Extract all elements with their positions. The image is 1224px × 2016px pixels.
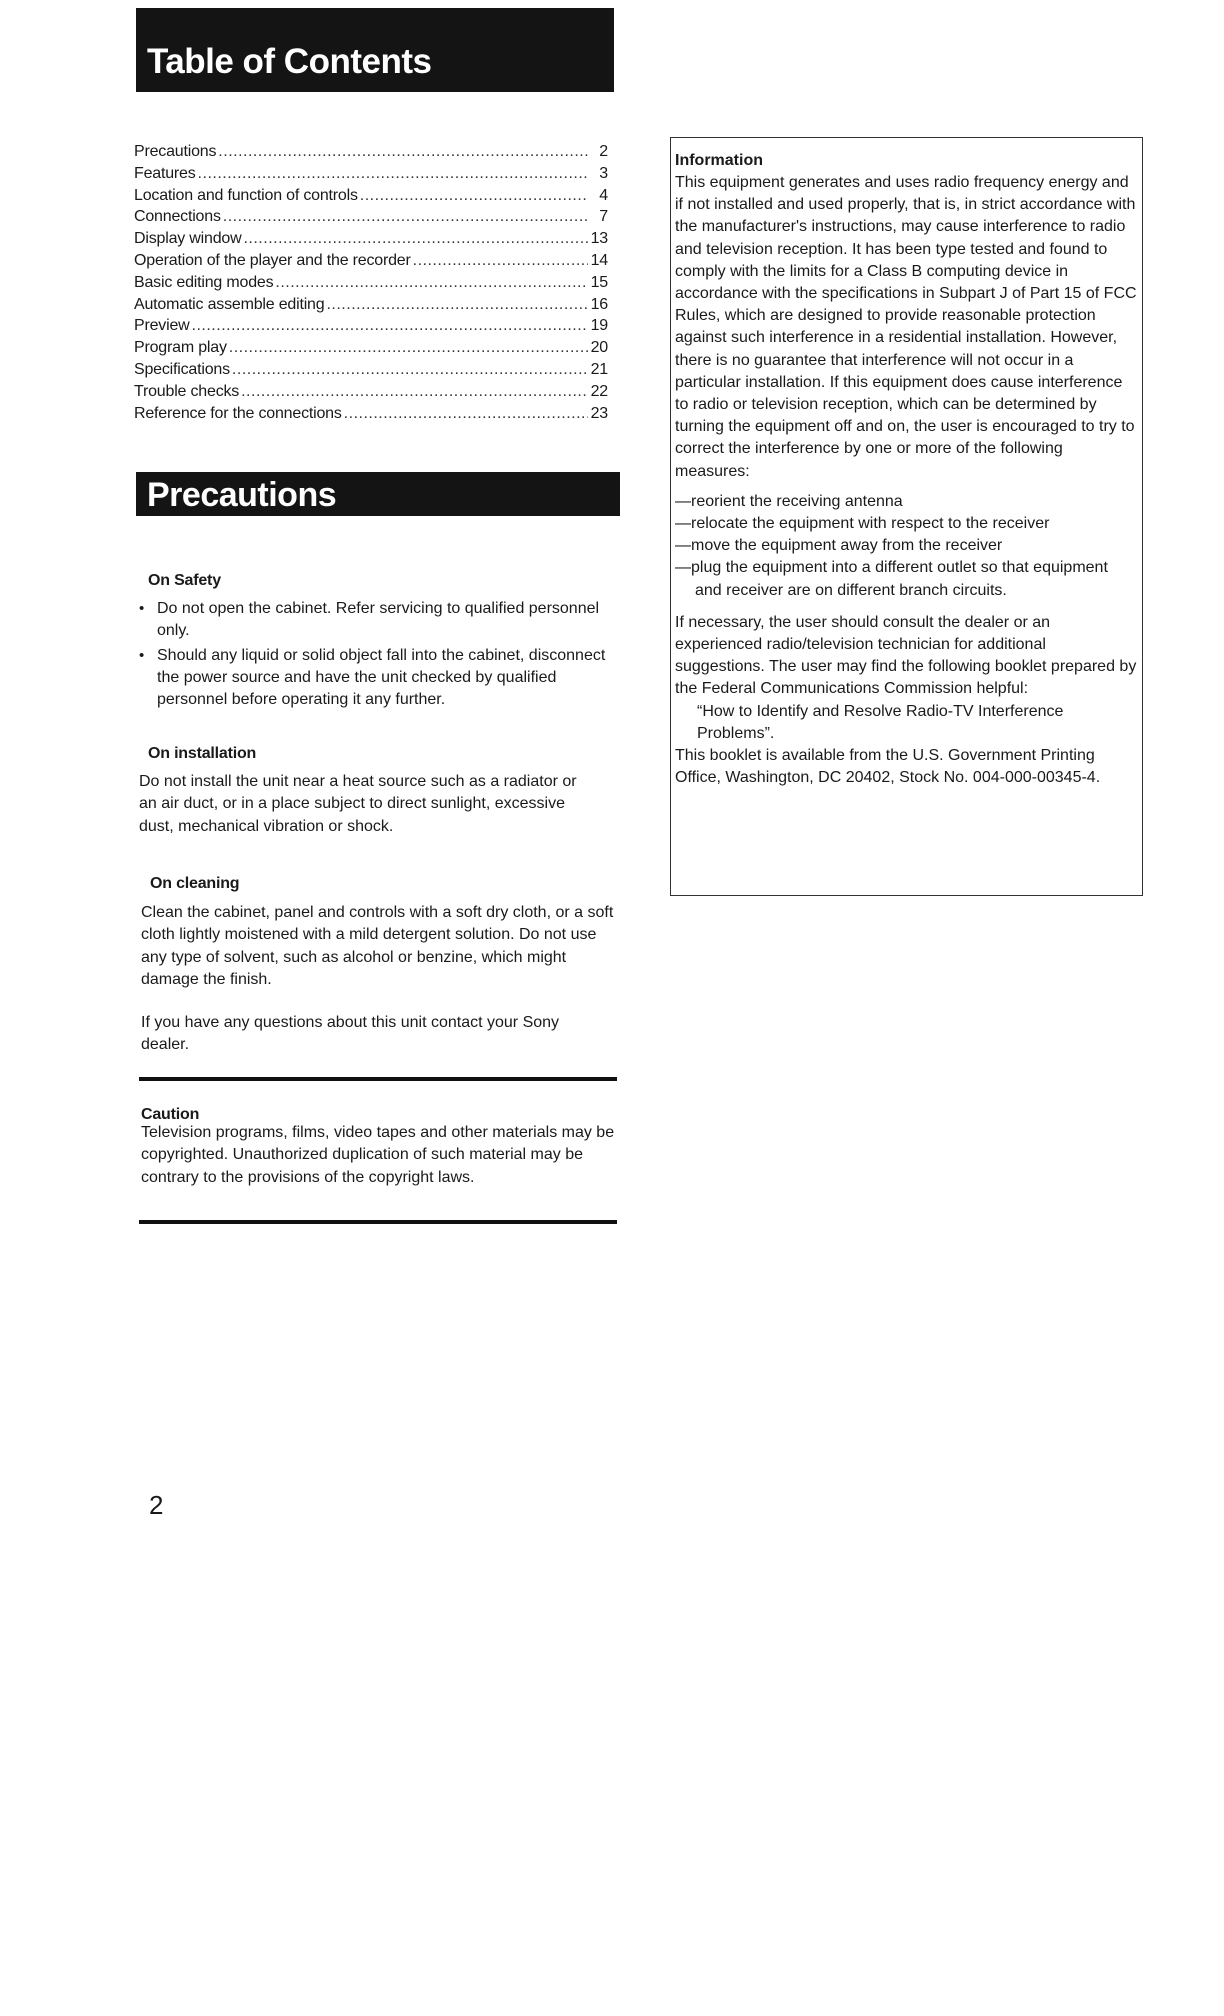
toc-entry-label: Operation of the player and the recorder [134,251,411,269]
booklet-title: “How to Identify and Resolve Radio-TV Interference Problems”. [697,702,1064,742]
safety-list [137,598,617,713]
information-paragraph: If necessary, the user should consult the dealer or an experienced radio/television technician for additional suggestions. The user may find the following booklet prepared by the Federal Communications Commission helpful: [675,613,1137,698]
toc-entry[interactable] [134,272,608,294]
list-item: — relocate the equipment with respect to the receiver [675,513,1137,535]
toc-entry-page: 19 [590,317,608,335]
toc-entry[interactable] [134,228,608,250]
toc-leader-dots [243,228,588,250]
information-content [675,150,1137,789]
installation-heading: On installation [148,745,257,762]
information-box [670,137,1143,896]
information-paragraph: This booklet is available from the U.S. Government Printing Office, Washington, DC 20402, Stock No. 004-000-00345-4. [675,747,1101,787]
toc-entry-page: 4 [599,186,608,204]
installation-text: Do not install the unit near a heat source such as a radiator or an air duct, or in a place subject to direct sunlight, excessive dust, mechanical vibration or shock. [139,773,577,835]
list-item: • Should any liquid or solid object fall into the cabinet, disconnect the power source and have the unit checked by qualified personnel before operating it any further. [137,645,617,712]
toc-entry-page: 21 [590,360,608,378]
safety-heading: On Safety [148,572,221,589]
toc-entry-label: Basic editing modes [134,273,274,291]
toc-entry-label: Automatic assemble editing [134,295,325,313]
toc-entry-page: 3 [599,164,608,182]
toc-entry-label: Precautions [134,143,217,160]
toc-entry-page: 16 [590,295,608,313]
toc-leader-dots [229,337,588,359]
toc-entry-label: Features [134,164,196,182]
questions-text: If you have any questions about this unit contact your Sony dealer. [141,1014,560,1054]
cleaning-text: Clean the cabinet, panel and controls with a soft dry cloth, or a soft cloth lightly moistened with a mild detergent solution. Do not use any type of solvent, such as alcohol or benzine, which might damage the finish. [141,904,614,988]
toc-entry-label: Location and function of controls [134,186,358,204]
measures-list [675,491,1137,602]
toc-entry-page: 15 [590,273,608,291]
toc-entry-label: Program play [134,339,227,357]
caution-bottom-rule [139,1220,617,1224]
toc-entry-page: 7 [599,208,608,226]
toc-entry-page: 20 [590,339,608,357]
toc-entry-page: 23 [590,404,608,422]
toc-entry[interactable] [134,381,608,403]
toc-leader-dots [223,206,588,228]
list-item: — move the equipment away from the receiver [675,535,1137,557]
toc-entry[interactable] [134,141,608,163]
cleaning-heading: On cleaning [150,875,240,892]
precautions-banner [136,472,620,516]
toc-entry-label: Trouble checks [134,382,240,400]
caution-heading: Caution [141,1106,200,1123]
list-item: — reorient the receiving antenna [675,491,1137,513]
toc-leader-dots [232,359,588,381]
toc-entry-label: Connections [134,208,221,226]
toc-list [134,141,608,424]
toc-entry-label: Display window [134,230,242,248]
toc-leader-dots [326,294,588,316]
caution-top-rule [139,1077,617,1081]
toc-entry[interactable] [134,185,608,207]
toc-entry[interactable] [134,337,608,359]
toc-banner [136,8,614,92]
precautions-title: Precautions [147,476,337,514]
toc-leader-dots [241,381,588,403]
page-number: 2 [149,1490,164,1520]
toc-leader-dots [198,163,588,185]
toc-title: Table of Contents [147,42,432,81]
toc-leader-dots [344,403,588,425]
toc-entry[interactable] [134,359,608,381]
toc-entry[interactable] [134,315,608,337]
toc-entry[interactable] [134,250,608,272]
toc-entry-page: 2 [599,143,608,160]
toc-entry[interactable] [134,294,608,316]
information-heading: Information [675,152,763,169]
toc-leader-dots [192,315,588,337]
caution-text: Television programs, films, video tapes and other materials may be copyrighted. Unauthorized duplication of such material may be contrary to the provisions of the copyright laws. [141,1124,615,1186]
information-paragraph: This equipment generates and uses radio frequency energy and if not installed and used properly, that is, in strict accordance with the manufacturer's instructions, may cause interference to radio and television reception. It has been type tested and found to comply with the limits for a Class B computing device in accordance with the specifications in Subpart J of Part 15 of FCC Rules, which are designed to provide reasonable protection against such interference in a residential installation. However, there is no guarantee that interference will not occur in a particular installation. If this equipment does cause interference to radio or television reception, which can be determined by turning the equipment off and on, the user is encouraged to try to correct the interference by one or more of the following measures: [675,174,1137,480]
toc-leader-dots [275,272,588,294]
list-item: — plug the equipment into a different outlet so that equipment and receiver are on different branch circuits. [675,557,1137,601]
toc-entry-page: 14 [590,251,608,269]
toc-entry-label: Specifications [134,360,230,378]
toc-leader-dots [218,141,588,163]
toc-entry-label: Preview [134,317,190,335]
toc-entry[interactable] [134,163,608,185]
toc-entry[interactable] [134,403,608,425]
toc-entry-page: 13 [590,230,608,248]
toc-leader-dots [360,185,588,207]
toc-leader-dots [413,250,588,272]
toc-entry-page: 22 [590,382,608,400]
list-item: • Do not open the cabinet. Refer servicing to qualified personnel only. [137,598,617,643]
toc-entry-label: Reference for the connections [134,404,342,422]
toc-entry[interactable] [134,206,608,228]
